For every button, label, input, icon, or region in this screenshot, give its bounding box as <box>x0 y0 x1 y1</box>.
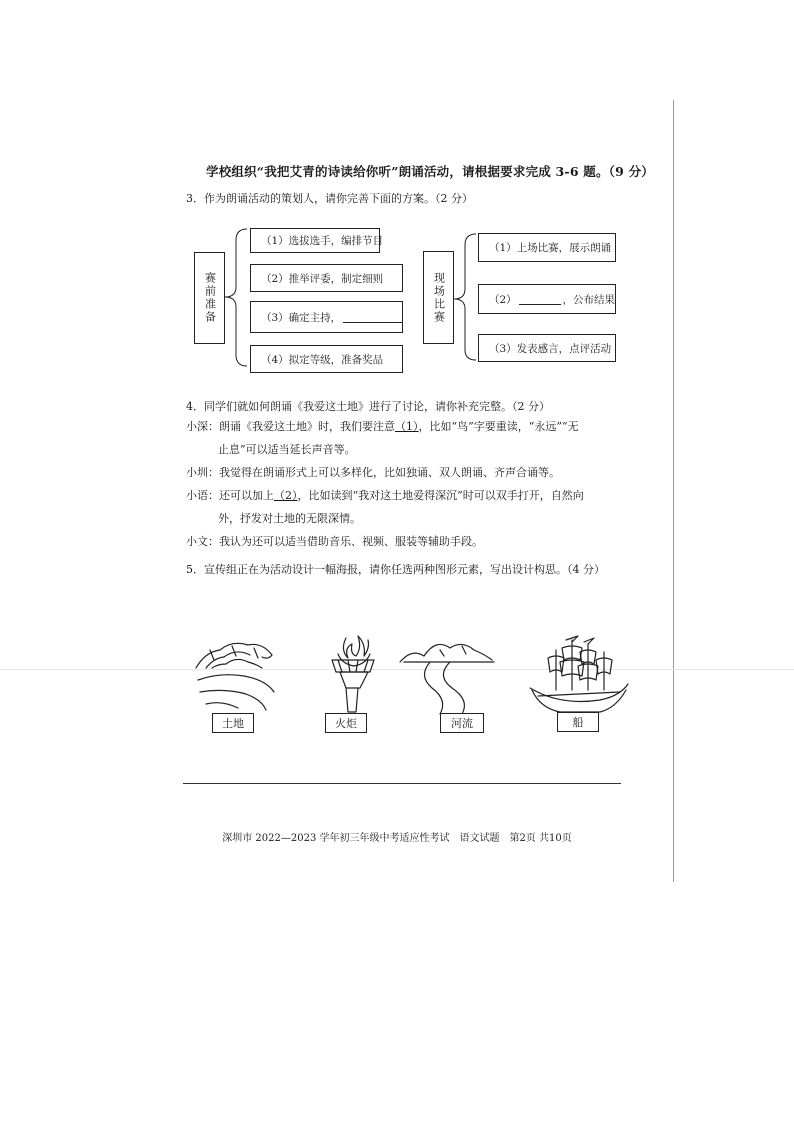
pre-item-3: （3）确定主持， <box>250 301 403 333</box>
dialogue-line-5: 外，抒发对土地的无限深情。 <box>218 512 361 525</box>
question-3-prompt: 3．作为朗诵活动的策划人，请你完善下面的方案。（2 分） <box>186 192 473 205</box>
dialogue-line-2: 止息”可以适当延长声音等。 <box>218 443 356 456</box>
live-item-2: （2） ，公布结果 <box>478 284 616 314</box>
section-heading: 学校组织“我把艾青的诗读给你听”朗诵活动，请根据要求完成 3-6 题。（9 分） <box>206 164 654 179</box>
footer-rule <box>183 783 621 784</box>
pre-contest-title: 赛前准备 <box>203 272 217 324</box>
dialogue-line-6: 小文：我认为还可以适当借助音乐、视频、服装等辅助手段。 <box>186 535 483 548</box>
page-footer: 深圳市 2022—2023 学年初三年级中考适应性考试 语文试题 第2页 共10页 <box>222 833 572 844</box>
blank-2[interactable]: （2） <box>274 489 298 502</box>
dialogue-line-3: 小圳：我觉得在朗诵形式上可以多样化，比如独诵、双人朗诵、齐声合诵等。 <box>186 466 560 479</box>
pre-item-1: （1）选拔选手，编排节目 <box>250 228 380 253</box>
dialogue-line-4: 小语：还可以加上（2），比如读到“我对这土地爱得深沉”时可以双手打开，自然向 <box>186 489 584 502</box>
land-illustration <box>196 643 274 710</box>
torch-illustration <box>332 636 374 712</box>
blank-1[interactable]: （1） <box>395 420 419 433</box>
element-label-torch: 火炬 <box>325 713 367 733</box>
element-label-river: 河流 <box>440 713 484 733</box>
river-illustration <box>400 644 494 714</box>
ship-illustration <box>530 636 628 712</box>
live-item-3: （3）发表感言，点评活动 <box>478 334 616 362</box>
dialogue-line-1: 小深：朗诵《我爱这土地》时，我们要注意（1），比如“鸟”字要重读，“永远”“无 <box>186 420 579 433</box>
pre-item-4: （4）拟定等级，准备奖品 <box>250 345 403 373</box>
live-contest-title: 现场比赛 <box>432 271 446 324</box>
element-label-land: 土地 <box>212 713 254 733</box>
question-4-prompt: 4．同学们就如何朗诵《我爱这土地》进行了讨论，请你补充完整。（2 分） <box>186 400 550 413</box>
pre-item-2: （2）推举评委，制定细则 <box>250 264 403 292</box>
live-item-1: （1）上场比赛，展示朗诵 <box>478 233 616 262</box>
question-5-prompt: 5．宣传组正在为活动设计一幅海报，请你任选两种图形元素，写出设计构思。（4 分） <box>186 563 605 576</box>
element-label-ship: 船 <box>557 712 599 732</box>
